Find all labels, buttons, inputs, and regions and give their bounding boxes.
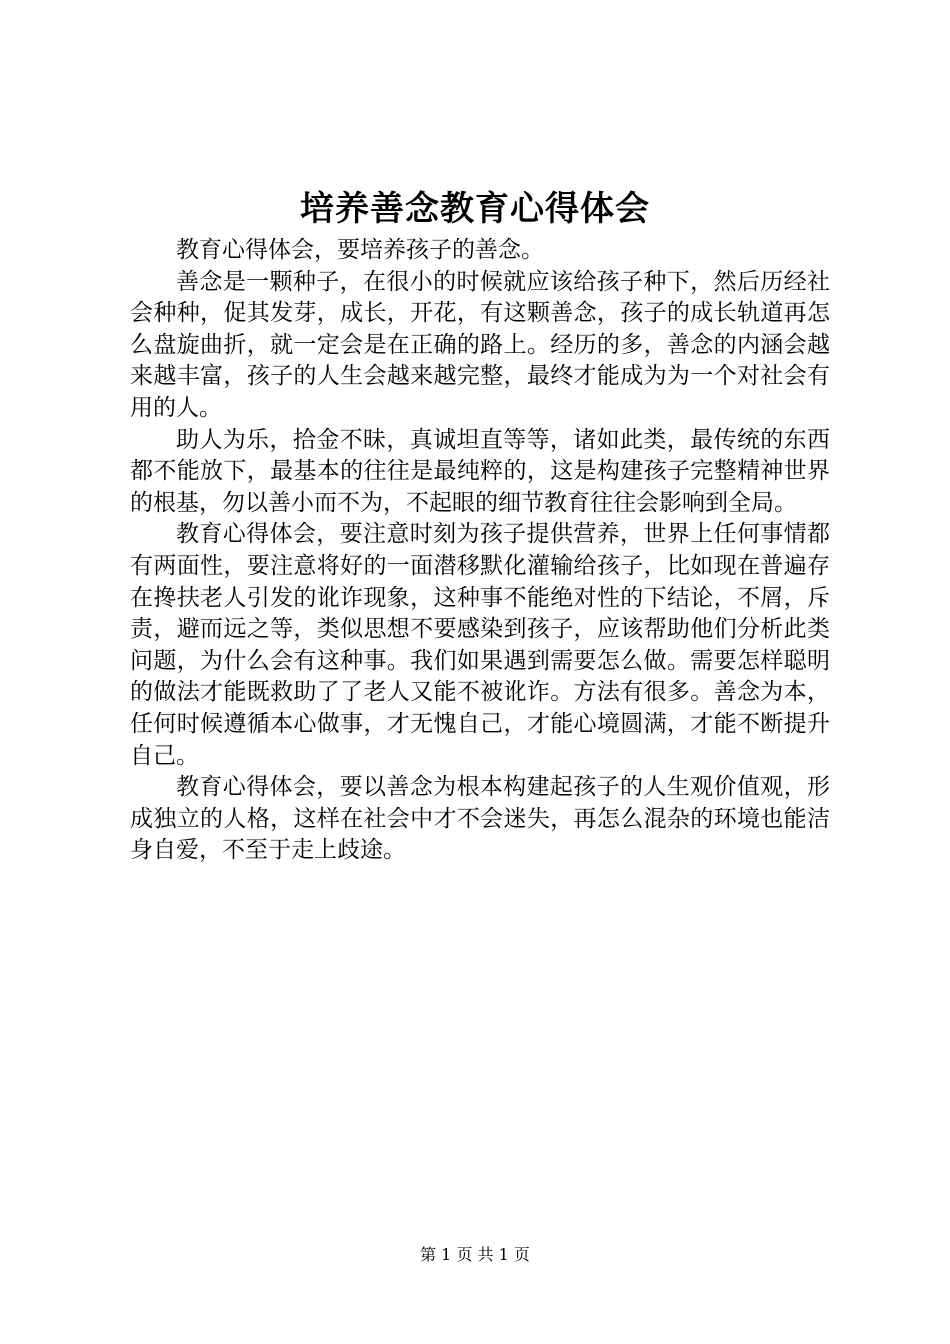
paragraph-2: 善念是一颗种子，在很小的时候就应该给孩子种下，然后历经社会种种，促其发芽，成长，开花，有这颗善念，孩子的成长轨道再怎么盘旋曲折，就一定会是在正确的路上。经历的多，善念的内涵会越来越丰富，孩子的人生会越来越完整，最终才能成为为一个对社会有用的人。	[130, 268, 830, 421]
paragraph-4: 教育心得体会，要注意时刻为孩子提供营养，世界上任何事情都有两面性，要注意将好的一面潜移默化灌输给孩子，比如现在普遍存在搀扶老人引发的讹诈现象，这种事不能绝对性的下结论，不屑，斥责，避而远之等，类似思想不要感染到孩子，应该帮助他们分析此类问题，为什么会有这种事。我们如果遇到需要怎么做。需要怎样聪明的做法才能既救助了了老人又能不被讹诈。方法有很多。善念为本，任何时候遵循本心做事，才无愧自己，才能心境圆满，才能不断提升自己。	[130, 521, 830, 769]
paragraph-5: 教育心得体会，要以善念为根本构建起孩子的人生观价值观，形成独立的人格，这样在社会中才不会迷失，再怎么混杂的环境也能洁身自爱，不至于走上歧途。	[130, 774, 830, 864]
paragraph-1: 教育心得体会，要培养孩子的善念。	[176, 237, 544, 263]
document-body	[130, 235, 830, 867]
paragraph-3: 助人为乐，拾金不昧，真诚坦直等等，诸如此类，最传统的东西都不能放下，最基本的往往是最纯粹的，这是构建孩子完整精神世界的根基，勿以善小而不为，不起眼的细节教育往往会影响到全局。	[130, 426, 830, 516]
page-number-footer: 第 1 页 共 1 页	[420, 1245, 530, 1264]
document-title: 培养善念教育心得体会	[300, 189, 650, 229]
